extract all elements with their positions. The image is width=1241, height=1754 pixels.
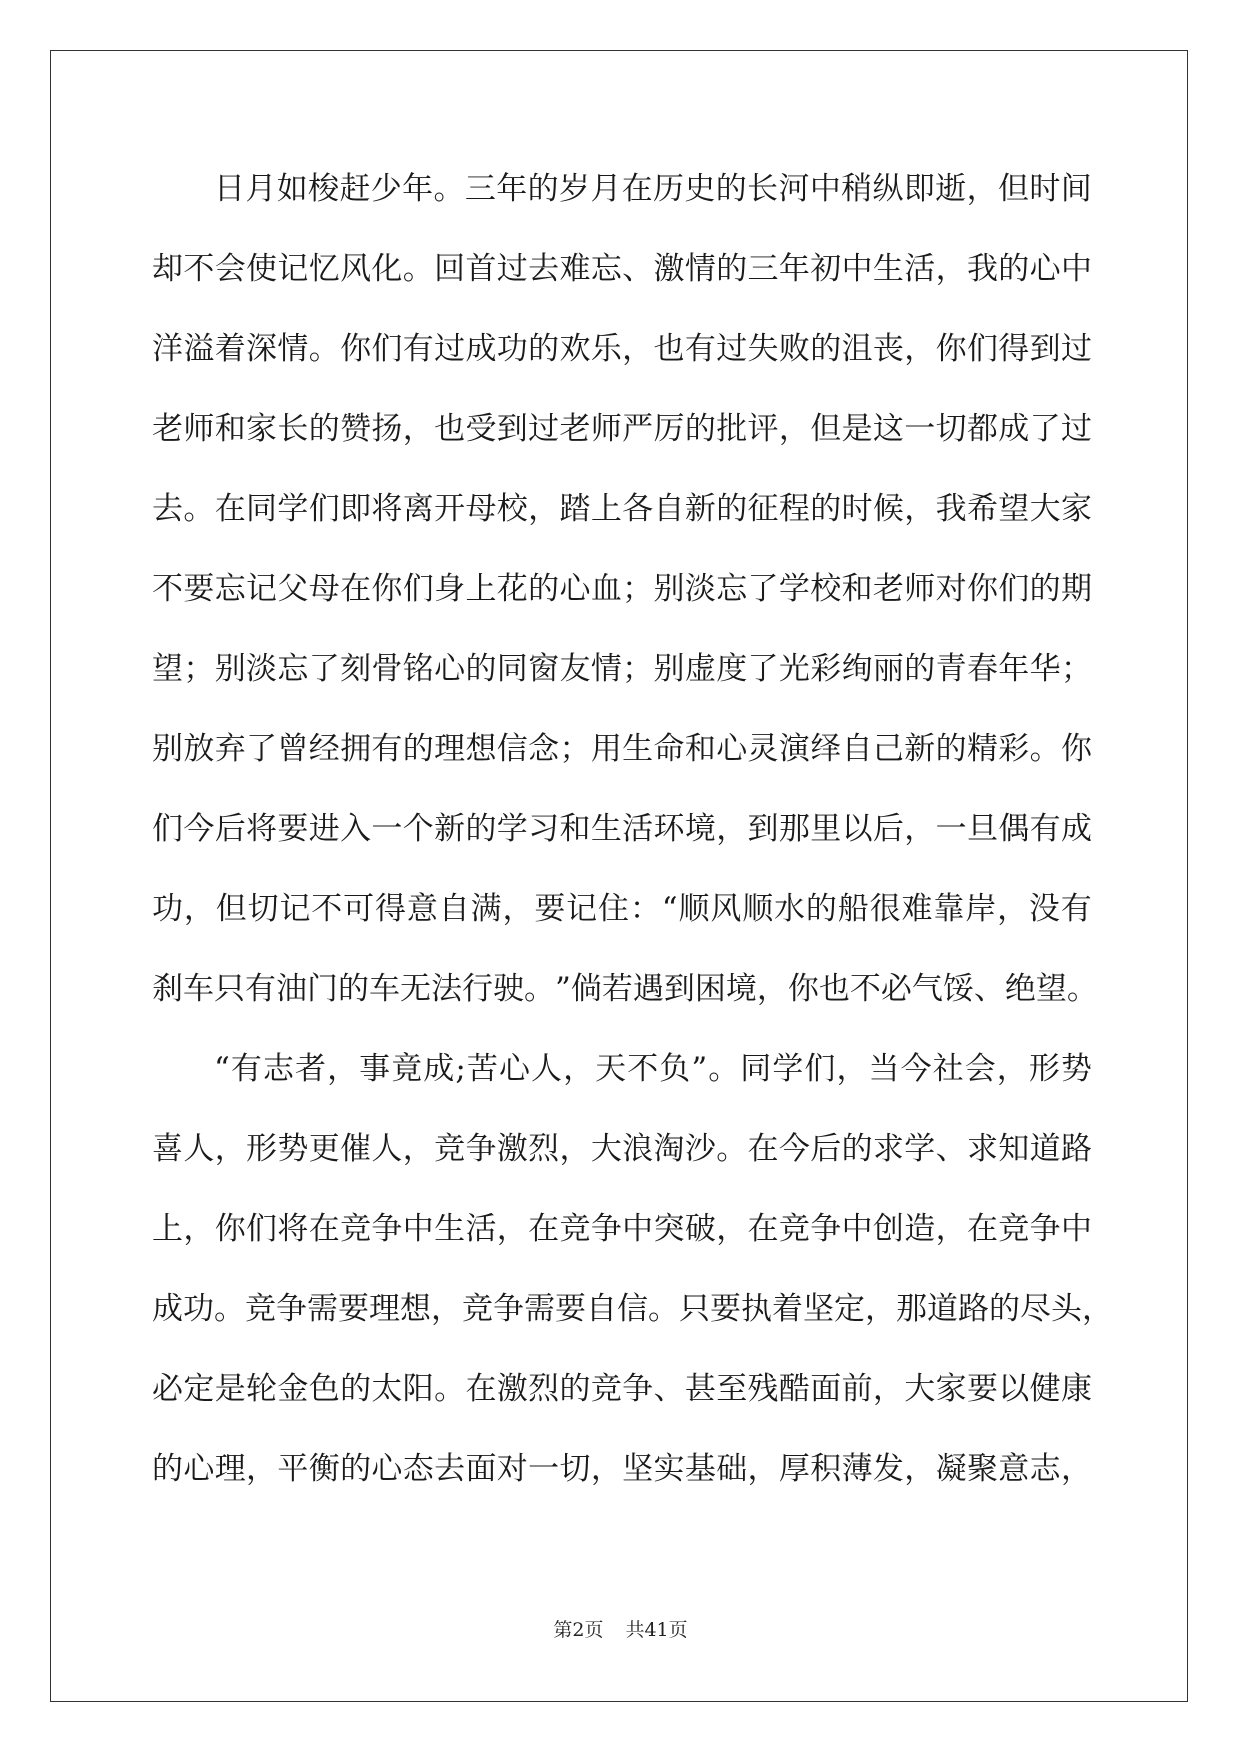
text-line: “ 有 志 者 ， 事 竟 成 ; 苦 心 人 ， 天 不 负 ” 。 同 学 们 ， 当 今 社 会 ， 形 势 (214, 1051, 1092, 1087)
text-line: 功 ， 但 切 记 不 可 得 意 自 满 ， 要 记 住 ： “ 顺 风 顺 水 的 船 很 难 靠 岸 ， 没 有 (152, 891, 1092, 927)
text-line: 望 ； 别 淡 忘 了 刻 骨 铭 心 的 同 窗 友 情 ； 别 虚 度 了 光 彩 绚 丽 的 青 春 年 华 ； (152, 651, 1092, 687)
text-line: 日 月 如 梭 赶 少 年 。 三 年 的 岁 月 在 历 史 的 长 河 中 稍 纵 即 逝 ， 但 时 间 (214, 171, 1092, 207)
text-line: 喜 人 ， 形 势 更 催 人 ， 竞 争 激 烈 ， 大 浪 淘 沙 。 在 今 后 的 求 学 、 求 知 道 路 (152, 1131, 1092, 1167)
page-total: 共41页 (625, 1619, 688, 1641)
text-line: 老 师 和 家 长 的 赞 扬 ， 也 受 到 过 老 师 严 厉 的 批 评 ， 但 是 这 一 切 都 成 了 过 (152, 411, 1092, 447)
text-line: 别 放 弃 了 曾 经 拥 有 的 理 想 信 念 ； 用 生 命 和 心 灵 演 绎 自 己 新 的 精 彩 。 你 (152, 731, 1092, 767)
text-line: 刹 车 只 有 油 门 的 车 无 法 行 驶 。 ” 倘 若 遇 到 困 境 ， 你 也 不 必 气 馁 、 绝 望 。 (152, 971, 1098, 1007)
page-footer (0, 1615, 1241, 1642)
text-line: 洋 溢 着 深 情 。 你 们 有 过 成 功 的 欢 乐 ， 也 有 过 失 败 的 沮 丧 ， 你 们 得 到 过 (152, 331, 1092, 367)
document-body (152, 158, 1113, 1518)
text-line: 却 不 会 使 记 忆 风 化 。 回 首 过 去 难 忘 、 激 情 的 三 年 初 中 生 活 ， 我 的 心 中 (152, 251, 1092, 287)
text-line: 们 今 后 将 要 进 入 一 个 新 的 学 习 和 生 活 环 境 ， 到 那 里 以 后 ， 一 旦 偶 有 成 (152, 811, 1092, 847)
text-line: 必 定 是 轮 金 色 的 太 阳 。 在 激 烈 的 竞 争 、 甚 至 残 酷 面 前 ， 大 家 要 以 健 康 (152, 1371, 1092, 1407)
text-line: 的 心 理 ， 平 衡 的 心 态 去 面 对 一 切 ， 坚 实 基 础 ， 厚 积 薄 发 ， 凝 聚 意 志 ， (152, 1451, 1092, 1487)
page-number: 第2页 (553, 1619, 604, 1641)
text-line: 成 功 。 竞 争 需 要 理 想 ， 竞 争 需 要 自 信 。 只 要 执 着 坚 定 ， 那 道 路 的 尽 头 ， (152, 1291, 1113, 1327)
text-line: 去 。 在 同 学 们 即 将 离 开 母 校 ， 踏 上 各 自 新 的 征 程 的 时 候 ， 我 希 望 大 家 (152, 491, 1092, 527)
text-line: 不 要 忘 记 父 母 在 你 们 身 上 花 的 心 血 ； 别 淡 忘 了 学 校 和 老 师 对 你 们 的 期 (152, 571, 1092, 607)
text-line: 上 ， 你 们 将 在 竞 争 中 生 活 ， 在 竞 争 中 突 破 ， 在 竞 争 中 创 造 ， 在 竞 争 中 (152, 1211, 1092, 1247)
